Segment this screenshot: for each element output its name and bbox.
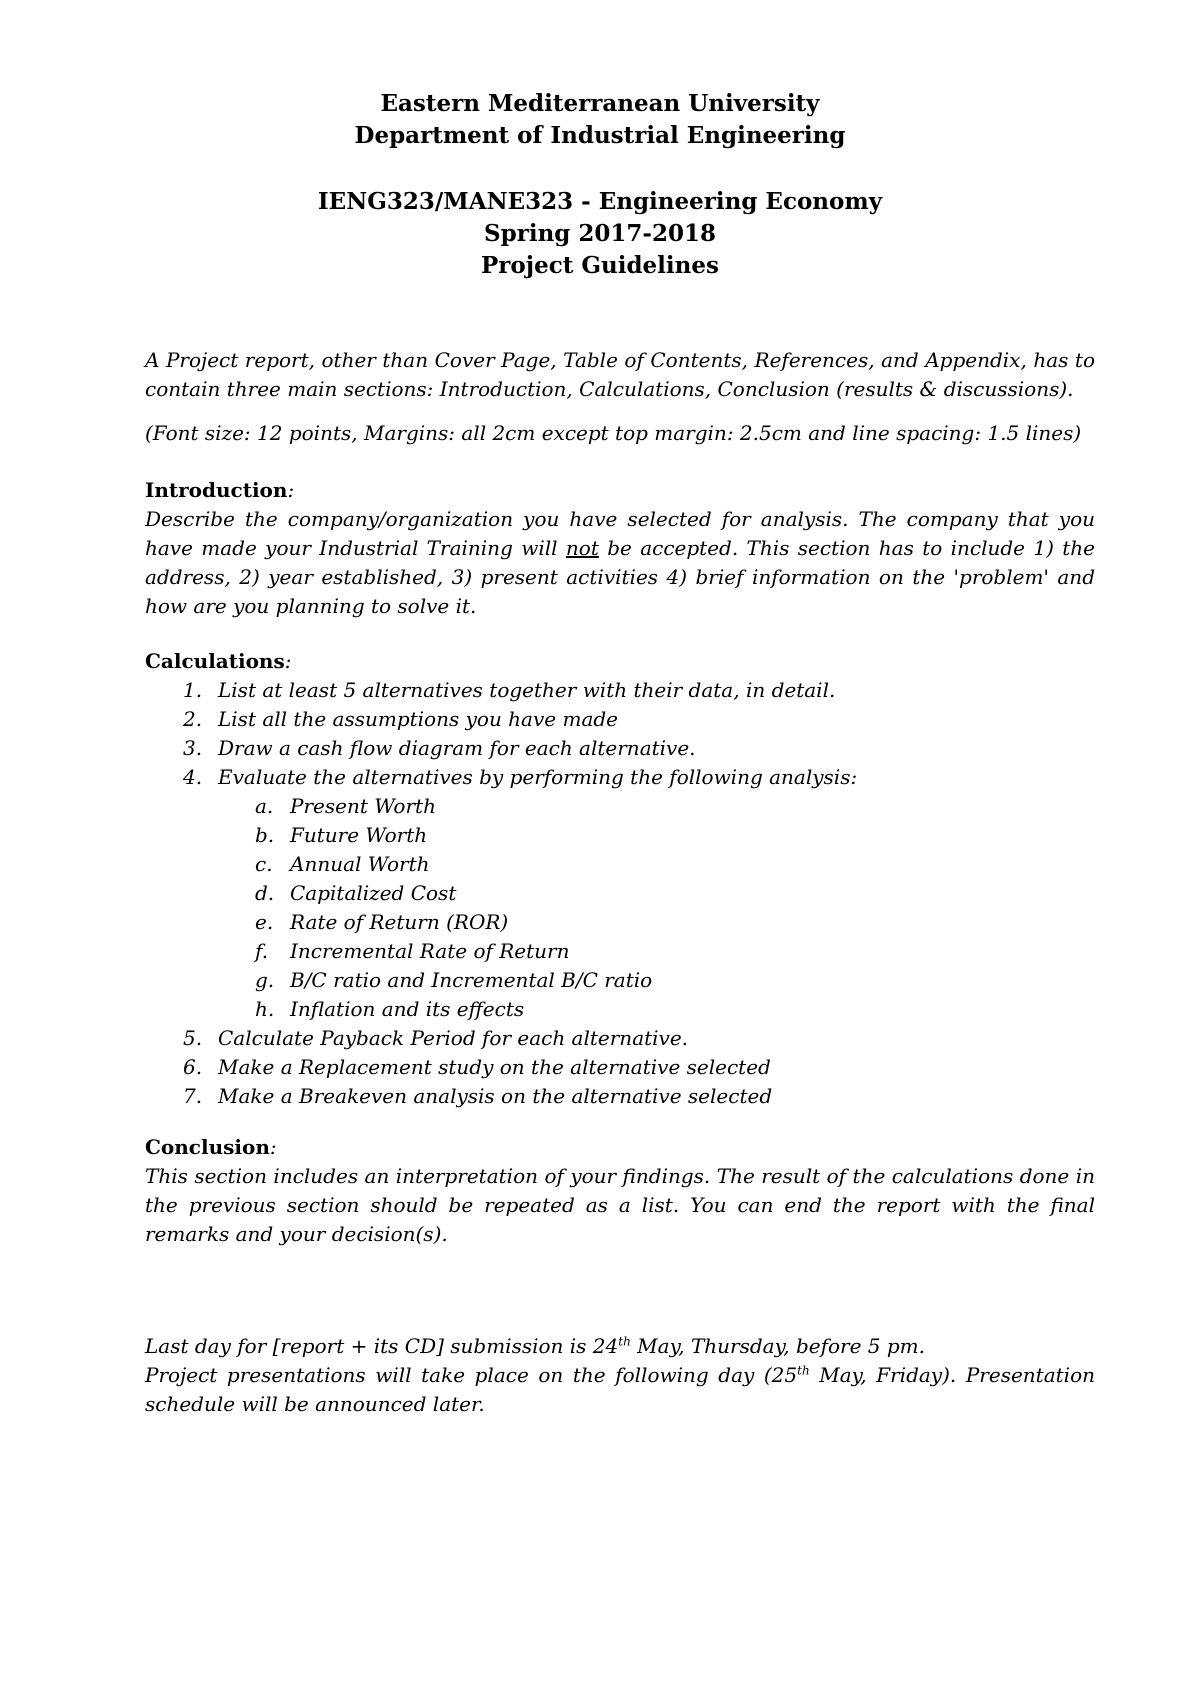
department-name: Department of Industrial Engineering	[354, 122, 846, 149]
list-item-text: Evaluate the alternatives by performing the following analysis:	[218, 765, 858, 789]
sub-list-item-letter: d.	[255, 881, 275, 905]
course-title: IENG323/MANE323 - Engineering Economy	[317, 188, 883, 215]
deadline-submission-ordinal: th	[618, 1334, 631, 1349]
list-item	[145, 1082, 1095, 1111]
deadline-presentation	[145, 1361, 1095, 1419]
calculations-heading	[145, 647, 291, 676]
list-item-text: Make a Replacement study on the alternative selected	[218, 1055, 771, 1079]
header-institution	[0, 88, 1200, 152]
sub-list-item	[145, 966, 1095, 995]
introduction-heading-colon: :	[287, 478, 295, 502]
semester: Spring 2017-2018	[484, 220, 716, 247]
introduction-text-part1: Describe the company/organization you have selected for analysis. The company that you have made your Industrial Training will	[145, 507, 1095, 560]
sub-list-item	[145, 792, 1095, 821]
list-item	[145, 705, 1095, 734]
calculations-heading-colon: :	[284, 649, 292, 673]
list-item-number: 2.	[183, 707, 203, 731]
introduction-heading	[145, 476, 294, 505]
sub-list-item-text: Annual Worth	[290, 852, 430, 876]
list-item-text: Make a Breakeven analysis on the alternative selected	[218, 1084, 773, 1108]
calculations-list	[145, 676, 1095, 1111]
document-title: Project Guidelines	[481, 252, 719, 279]
sub-list-item	[145, 908, 1095, 937]
conclusion-heading-label: Conclusion	[145, 1135, 270, 1159]
university-name: Eastern Mediterranean University	[380, 90, 820, 117]
deadline-presentation-text-end: May, Friday). Presentation schedule will be announced later.	[145, 1363, 1095, 1416]
deadline-presentation-ordinal: th	[797, 1363, 810, 1378]
sub-list-item-letter: b.	[255, 823, 275, 847]
sub-list-item-text: Capitalized Cost	[290, 881, 457, 905]
introduction-heading-label: Introduction	[145, 478, 288, 502]
deadline-submission-text-end: May, Thursday, before 5 pm.	[630, 1334, 925, 1358]
sub-list-item-letter: g.	[255, 968, 275, 992]
list-item-number: 5.	[183, 1026, 203, 1050]
list-item	[145, 676, 1095, 705]
sub-list-item	[145, 821, 1095, 850]
deadline-submission	[145, 1332, 1095, 1361]
list-item-number: 7.	[183, 1084, 203, 1108]
conclusion-heading	[145, 1133, 277, 1162]
list-item	[145, 1053, 1095, 1082]
sub-list-item-text: Incremental Rate of Return	[290, 939, 570, 963]
introduction-text-emphasis: not	[565, 536, 599, 560]
list-item-number: 4.	[183, 765, 203, 789]
conclusion-text: This section includes an interpretation of your findings. The result of the calculations done in the previous section should be repeated as a list. You can end the report with the final remarks and your decision(s).	[145, 1164, 1095, 1246]
list-item-text: List at least 5 alternatives together with their data, in detail.	[218, 678, 836, 702]
list-item-number: 1.	[183, 678, 203, 702]
list-item-text: Draw a cash flow diagram for each alternative.	[218, 736, 696, 760]
sub-list-item-text: Rate of Return (ROR)	[290, 910, 509, 934]
sub-list-item-letter: c.	[255, 852, 273, 876]
introduction-text	[145, 505, 1095, 621]
sub-list-item	[145, 850, 1095, 879]
sub-list-item	[145, 995, 1095, 1024]
sub-list-item-text: Inflation and its effects	[290, 997, 525, 1021]
list-item-text: Calculate Payback Period for each alternative.	[218, 1026, 689, 1050]
list-item	[145, 734, 1095, 763]
sub-list-item-text: Future Worth	[290, 823, 428, 847]
list-item-text: List all the assumptions you have made	[218, 707, 618, 731]
sub-list-item-text: Present Worth	[290, 794, 436, 818]
sub-list-item-letter: e.	[255, 910, 274, 934]
sub-list-item	[145, 937, 1095, 966]
list-item	[145, 1024, 1095, 1053]
sub-list-item-letter: h.	[255, 997, 275, 1021]
sub-list-item	[145, 879, 1095, 908]
list-item	[145, 763, 1095, 792]
intro-paragraph: A Project report, other than Cover Page, Table of Contents, References, and Appendix, has to contain three main sections: Introduction, Calculations, Conclusion (results & discussions).	[145, 348, 1095, 401]
introduction-text-part2: be accepted. This section has to include 1) the address, 2) year established, 3) present activities 4) brief information on the 'problem' and how are you planning to solve it.	[145, 536, 1095, 618]
calculations-heading-label: Calculations	[145, 649, 285, 673]
list-item-number: 6.	[183, 1055, 203, 1079]
sub-list-item-letter: a.	[255, 794, 274, 818]
conclusion-heading-colon: :	[269, 1135, 277, 1159]
format-note: (Font size: 12 points, Margins: all 2cm except top margin: 2.5cm and line spacing: 1.5 lines)	[145, 421, 1082, 445]
list-item-number: 3.	[183, 736, 203, 760]
sub-list-item-letter: f.	[255, 939, 269, 963]
deadline-submission-text: Last day for [report + its CD] submission is 24	[145, 1334, 619, 1358]
header-course	[0, 186, 1200, 282]
deadline-presentation-text: Project presentations will take place on the following day (25	[145, 1363, 798, 1387]
sub-list-item-text: B/C ratio and Incremental B/C ratio	[290, 968, 653, 992]
